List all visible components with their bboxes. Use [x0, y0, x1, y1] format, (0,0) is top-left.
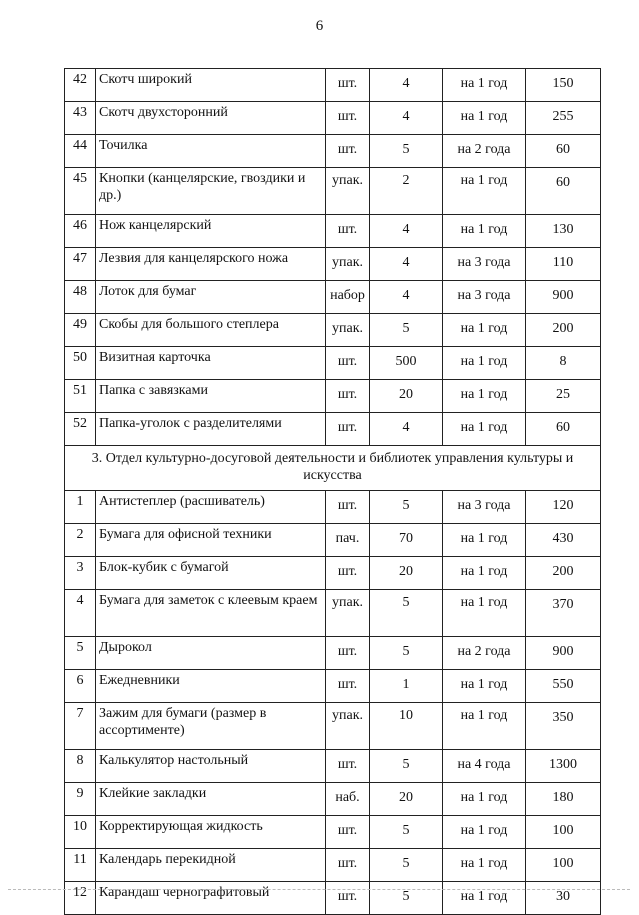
- item-name-cell: Блок-кубик с бумагой: [96, 557, 326, 590]
- price-cell: 255: [526, 102, 601, 135]
- page-number: 6: [315, 18, 324, 34]
- item-name-cell: Папка с завязками: [96, 380, 326, 413]
- quantity-cell: 5: [370, 314, 443, 347]
- item-name-cell: Калькулятор настольный: [96, 750, 326, 783]
- unit-of-measure-cell: упак.: [326, 703, 370, 750]
- item-name-cell: Бумага для офисной техники: [96, 524, 326, 557]
- item-name-cell: Кнопки (канцелярские, гвоздики и др.): [96, 168, 326, 215]
- item-name-cell: Папка-уголок с разделителями: [96, 413, 326, 446]
- price-cell: 130: [526, 215, 601, 248]
- usage-period-cell: на 4 года: [443, 750, 526, 783]
- quantity-cell: 4: [370, 413, 443, 446]
- row-number-cell: 11: [65, 849, 96, 882]
- quantity-cell: 4: [370, 248, 443, 281]
- item-name-cell: Антистеплер (расшиватель): [96, 491, 326, 524]
- usage-period-cell: на 1 год: [443, 882, 526, 915]
- unit-of-measure-cell: шт.: [326, 882, 370, 915]
- price-cell: 60: [526, 413, 601, 446]
- price-cell: 150: [526, 69, 601, 102]
- table-row: [65, 557, 601, 590]
- table-row: [65, 380, 601, 413]
- row-number-cell: 9: [65, 783, 96, 816]
- table-row: [65, 703, 601, 750]
- unit-of-measure-cell: шт.: [326, 670, 370, 703]
- item-name-cell: Визитная карточка: [96, 347, 326, 380]
- table-row: [65, 637, 601, 670]
- supplies-table: [64, 68, 601, 915]
- table-row: [65, 882, 601, 915]
- quantity-cell: 500: [370, 347, 443, 380]
- unit-of-measure-cell: шт.: [326, 215, 370, 248]
- quantity-cell: 5: [370, 750, 443, 783]
- usage-period-cell: на 1 год: [443, 314, 526, 347]
- row-number-cell: 44: [65, 135, 96, 168]
- row-number-cell: 8: [65, 750, 96, 783]
- row-number-cell: 42: [65, 69, 96, 102]
- table-row: [65, 281, 601, 314]
- price-cell: 120: [526, 491, 601, 524]
- item-name-cell: Скобы для большого степлера: [96, 314, 326, 347]
- price-cell: 900: [526, 281, 601, 314]
- quantity-cell: 2: [370, 168, 443, 215]
- price-cell: 900: [526, 637, 601, 670]
- price-cell: 60: [526, 135, 601, 168]
- unit-of-measure-cell: шт.: [326, 69, 370, 102]
- usage-period-cell: на 3 года: [443, 281, 526, 314]
- quantity-cell: 4: [370, 69, 443, 102]
- row-number-cell: 43: [65, 102, 96, 135]
- table-row: [65, 413, 601, 446]
- usage-period-cell: на 1 год: [443, 590, 526, 637]
- table-row: [65, 849, 601, 882]
- usage-period-cell: на 1 год: [443, 670, 526, 703]
- section-header-row: [65, 446, 601, 491]
- unit-of-measure-cell: упак.: [326, 314, 370, 347]
- table-row: [65, 524, 601, 557]
- quantity-cell: 5: [370, 491, 443, 524]
- usage-period-cell: на 3 года: [443, 248, 526, 281]
- unit-of-measure-cell: наб.: [326, 783, 370, 816]
- quantity-cell: 5: [370, 882, 443, 915]
- unit-of-measure-cell: шт.: [326, 557, 370, 590]
- row-number-cell: 51: [65, 380, 96, 413]
- unit-of-measure-cell: упак.: [326, 590, 370, 637]
- item-name-cell: Ежедневники: [96, 670, 326, 703]
- price-cell: 200: [526, 314, 601, 347]
- table-row: [65, 347, 601, 380]
- table-row: [65, 783, 601, 816]
- unit-of-measure-cell: шт.: [326, 849, 370, 882]
- item-name-cell: Лоток для бумаг: [96, 281, 326, 314]
- table-row: [65, 248, 601, 281]
- unit-of-measure-cell: шт.: [326, 135, 370, 168]
- unit-of-measure-cell: шт.: [326, 347, 370, 380]
- price-cell: 180: [526, 783, 601, 816]
- row-number-cell: 49: [65, 314, 96, 347]
- unit-of-measure-cell: набор: [326, 281, 370, 314]
- table-row: [65, 314, 601, 347]
- quantity-cell: 20: [370, 557, 443, 590]
- usage-period-cell: на 1 год: [443, 816, 526, 849]
- price-cell: 370: [526, 590, 601, 637]
- row-number-cell: 5: [65, 637, 96, 670]
- page-bottom-edge: [8, 889, 630, 890]
- table-row: [65, 670, 601, 703]
- price-cell: 200: [526, 557, 601, 590]
- usage-period-cell: на 1 год: [443, 347, 526, 380]
- usage-period-cell: на 2 года: [443, 135, 526, 168]
- item-name-cell: Нож канцелярский: [96, 215, 326, 248]
- quantity-cell: 5: [370, 135, 443, 168]
- quantity-cell: 5: [370, 816, 443, 849]
- table-row: [65, 491, 601, 524]
- item-name-cell: Корректирующая жидкость: [96, 816, 326, 849]
- quantity-cell: 10: [370, 703, 443, 750]
- price-cell: 60: [526, 168, 601, 215]
- supplies-top-rows: [65, 69, 601, 446]
- price-cell: 30: [526, 882, 601, 915]
- unit-of-measure-cell: шт.: [326, 380, 370, 413]
- table-row: [65, 215, 601, 248]
- row-number-cell: 6: [65, 670, 96, 703]
- unit-of-measure-cell: пач.: [326, 524, 370, 557]
- quantity-cell: 5: [370, 637, 443, 670]
- item-name-cell: Бумага для заметок с клеевым краем: [96, 590, 326, 637]
- price-cell: 100: [526, 849, 601, 882]
- row-number-cell: 7: [65, 703, 96, 750]
- table-row: [65, 168, 601, 215]
- row-number-cell: 48: [65, 281, 96, 314]
- quantity-cell: 5: [370, 849, 443, 882]
- usage-period-cell: на 1 год: [443, 783, 526, 816]
- usage-period-cell: на 1 год: [443, 703, 526, 750]
- unit-of-measure-cell: упак.: [326, 248, 370, 281]
- table-row: [65, 135, 601, 168]
- unit-of-measure-cell: шт.: [326, 637, 370, 670]
- price-cell: 550: [526, 670, 601, 703]
- quantity-cell: 4: [370, 215, 443, 248]
- item-name-cell: Скотч двухсторонний: [96, 102, 326, 135]
- usage-period-cell: на 2 года: [443, 637, 526, 670]
- item-name-cell: Скотч широкий: [96, 69, 326, 102]
- row-number-cell: 1: [65, 491, 96, 524]
- unit-of-measure-cell: шт.: [326, 750, 370, 783]
- quantity-cell: 20: [370, 783, 443, 816]
- quantity-cell: 4: [370, 102, 443, 135]
- price-cell: 100: [526, 816, 601, 849]
- usage-period-cell: на 1 год: [443, 69, 526, 102]
- usage-period-cell: на 1 год: [443, 524, 526, 557]
- table-row: [65, 750, 601, 783]
- table-row: [65, 590, 601, 637]
- quantity-cell: 5: [370, 590, 443, 637]
- section-title: 3. Отдел культурно-досуговой деятельности и библиотек управления культуры и искусства: [65, 446, 601, 491]
- row-number-cell: 46: [65, 215, 96, 248]
- table-row: [65, 102, 601, 135]
- row-number-cell: 47: [65, 248, 96, 281]
- usage-period-cell: на 1 год: [443, 168, 526, 215]
- price-cell: 430: [526, 524, 601, 557]
- supplies-bottom-rows: [65, 491, 601, 915]
- item-name-cell: Клейкие закладки: [96, 783, 326, 816]
- row-number-cell: 12: [65, 882, 96, 915]
- item-name-cell: Лезвия для канцелярского ножа: [96, 248, 326, 281]
- row-number-cell: 3: [65, 557, 96, 590]
- usage-period-cell: на 1 год: [443, 557, 526, 590]
- unit-of-measure-cell: упак.: [326, 168, 370, 215]
- unit-of-measure-cell: шт.: [326, 413, 370, 446]
- usage-period-cell: на 1 год: [443, 849, 526, 882]
- row-number-cell: 10: [65, 816, 96, 849]
- quantity-cell: 1: [370, 670, 443, 703]
- row-number-cell: 50: [65, 347, 96, 380]
- item-name-cell: Дырокол: [96, 637, 326, 670]
- unit-of-measure-cell: шт.: [326, 102, 370, 135]
- price-cell: 350: [526, 703, 601, 750]
- quantity-cell: 70: [370, 524, 443, 557]
- table-row: [65, 816, 601, 849]
- item-name-cell: Карандаш чернографитовый: [96, 882, 326, 915]
- row-number-cell: 2: [65, 524, 96, 557]
- usage-period-cell: на 1 год: [443, 215, 526, 248]
- unit-of-measure-cell: шт.: [326, 491, 370, 524]
- usage-period-cell: на 1 год: [443, 413, 526, 446]
- row-number-cell: 52: [65, 413, 96, 446]
- unit-of-measure-cell: шт.: [326, 816, 370, 849]
- row-number-cell: 45: [65, 168, 96, 215]
- section-header-group: [65, 446, 601, 491]
- usage-period-cell: на 3 года: [443, 491, 526, 524]
- quantity-cell: 4: [370, 281, 443, 314]
- price-cell: 25: [526, 380, 601, 413]
- price-cell: 8: [526, 347, 601, 380]
- item-name-cell: Зажим для бумаги (размер в ассортименте): [96, 703, 326, 750]
- price-cell: 1300: [526, 750, 601, 783]
- price-cell: 110: [526, 248, 601, 281]
- row-number-cell: 4: [65, 590, 96, 637]
- quantity-cell: 20: [370, 380, 443, 413]
- table-row: [65, 69, 601, 102]
- item-name-cell: Точилка: [96, 135, 326, 168]
- item-name-cell: Календарь перекидной: [96, 849, 326, 882]
- usage-period-cell: на 1 год: [443, 102, 526, 135]
- usage-period-cell: на 1 год: [443, 380, 526, 413]
